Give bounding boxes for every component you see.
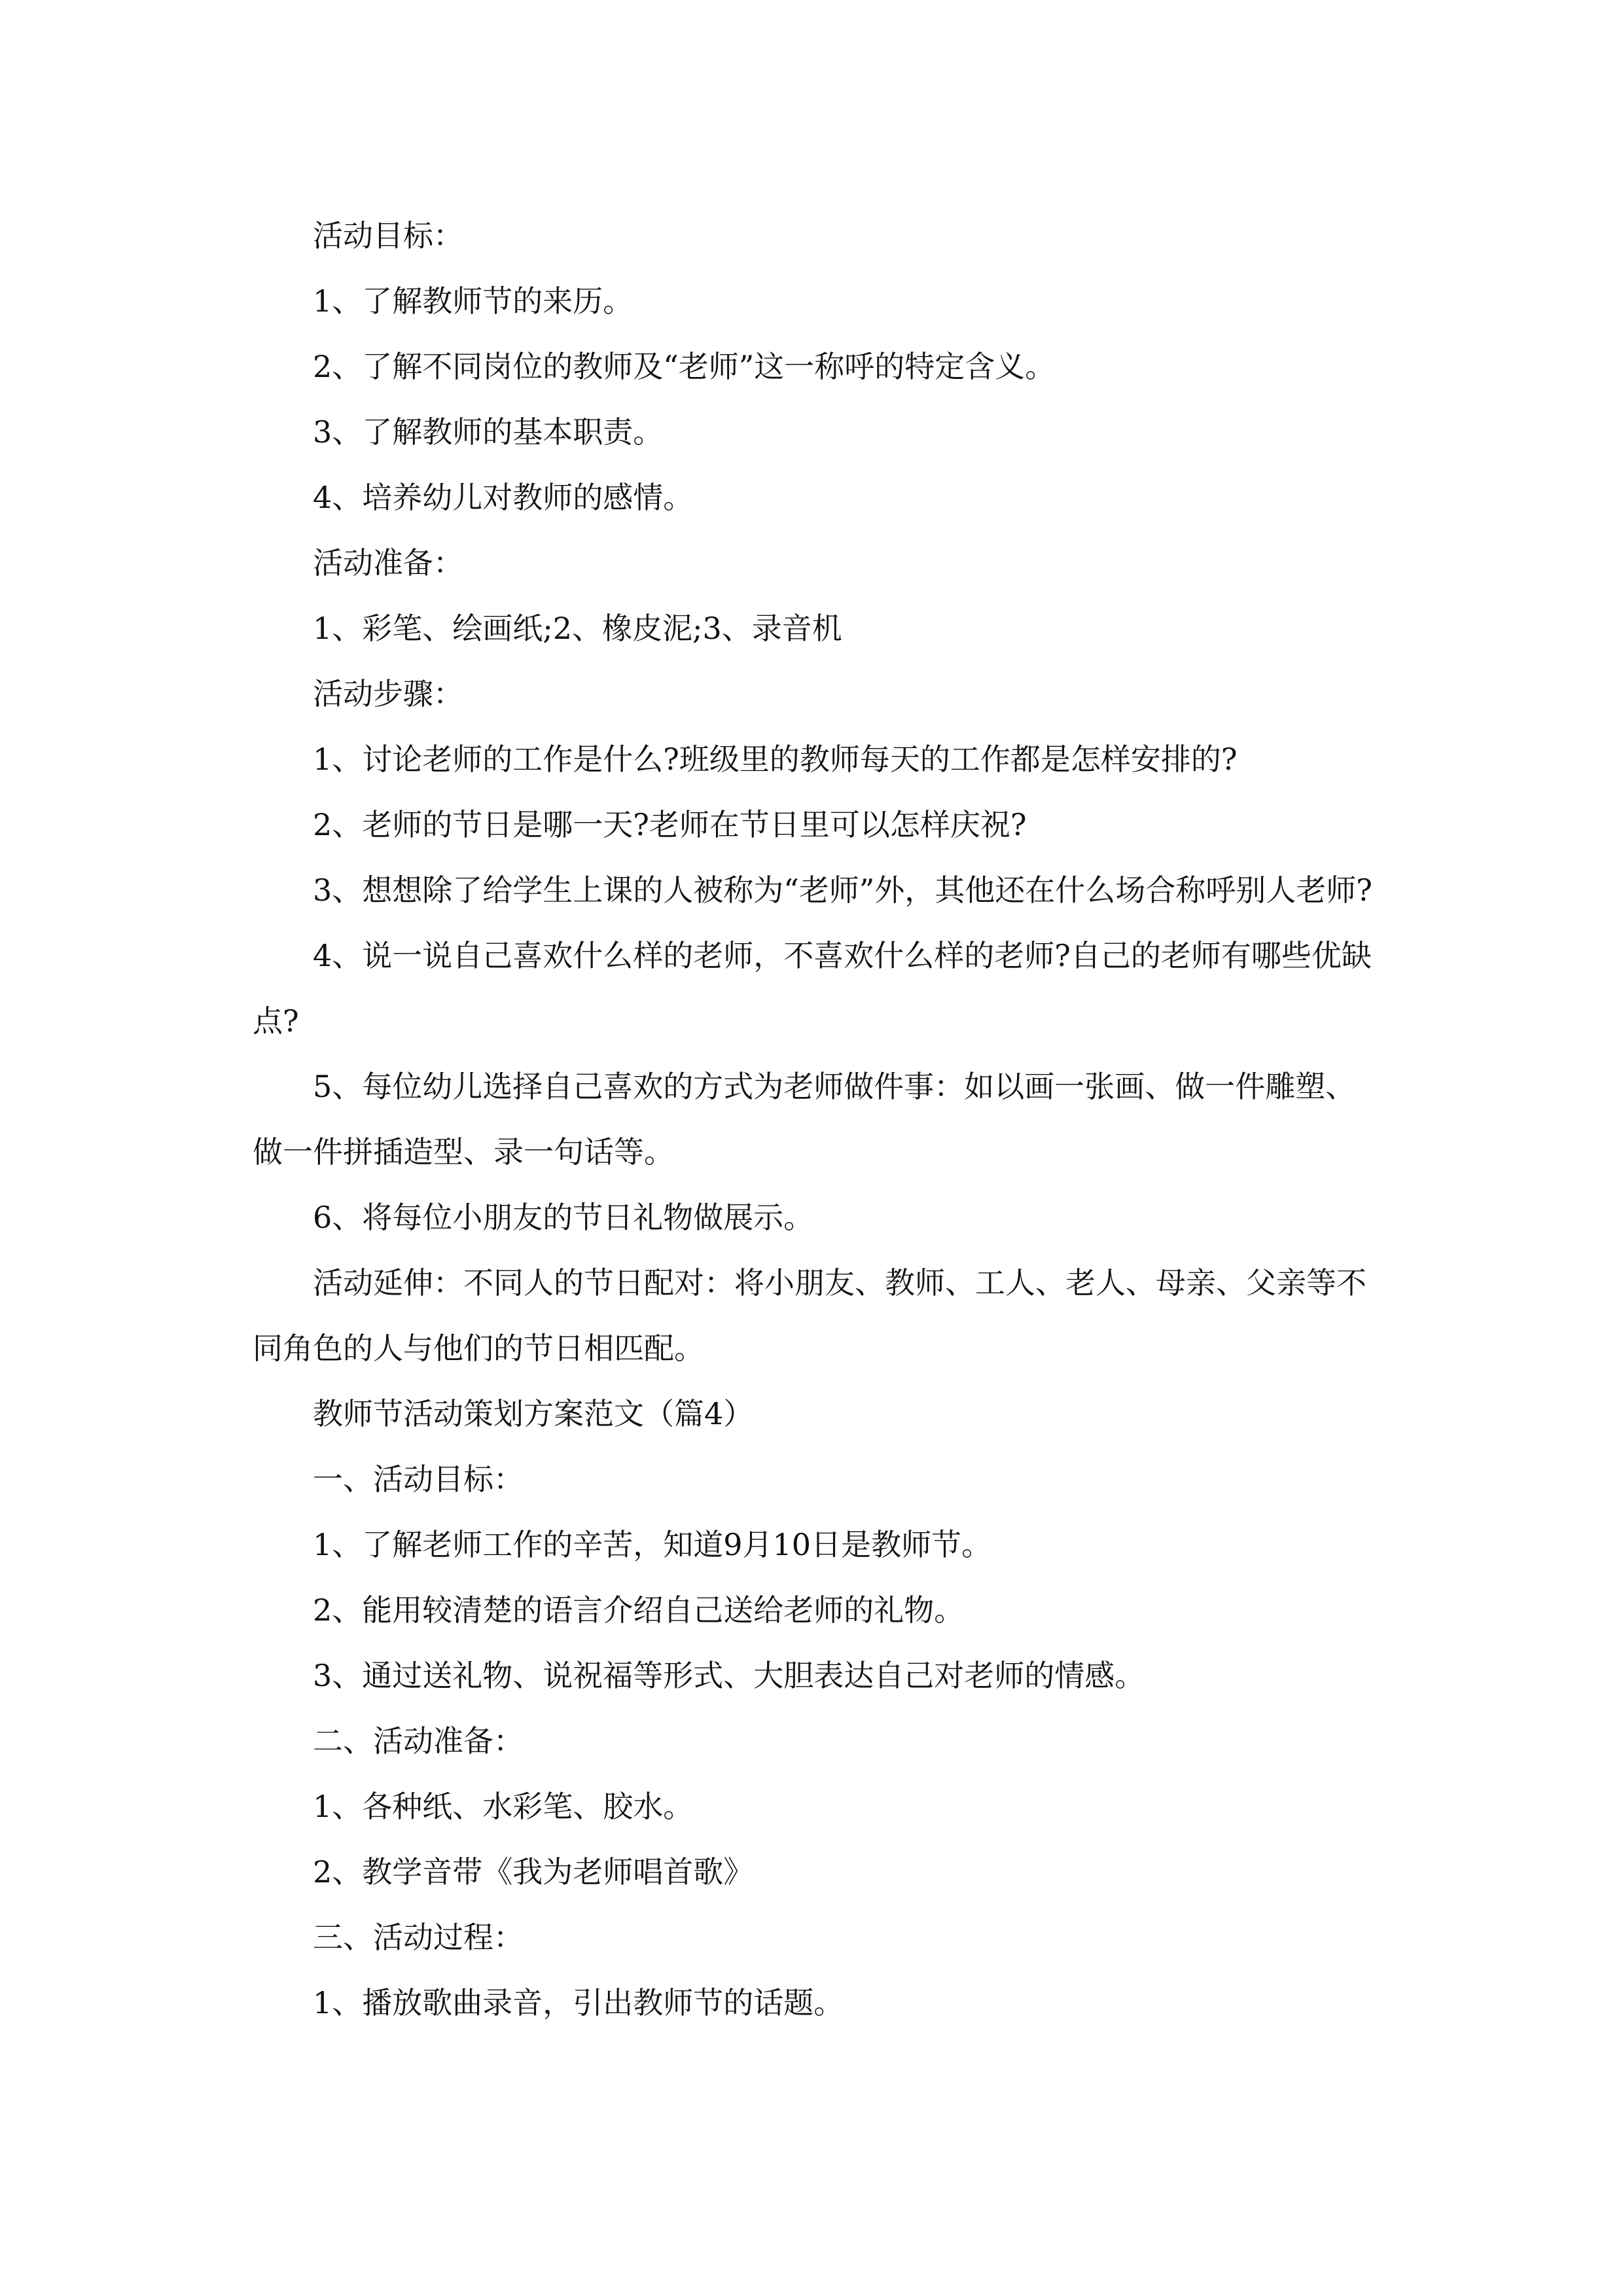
list-item: 2、能用较清楚的语言介绍自己送给老师的礼物。 [313, 1592, 965, 1628]
list-item: 1、了解教师节的来历。 [313, 283, 633, 319]
list-item: 1、播放歌曲录音，引出教师节的话题。 [313, 1985, 844, 2020]
list-item: 2、了解不同岗位的教师及“老师”这一称呼的特定含义。 [313, 349, 1056, 384]
list-item: 4、培养幼儿对教师的感情。 [313, 480, 694, 515]
list-item: 1、讨论老师的工作是什么?班级里的教师每天的工作都是怎样安排的? [313, 742, 1238, 777]
body-paragraph: 活动延伸：不同人的节日配对：将小朋友、教师、工人、老人、母亲、父亲等不同角色的人与他们的节日相匹配。 [253, 1265, 1366, 1366]
article-title: 教师节活动策划方案范文（篇4） [313, 1396, 754, 1431]
list-item: 2、老师的节日是哪一天?老师在节日里可以怎样庆祝? [313, 807, 1027, 842]
section-heading: 活动准备： [313, 545, 463, 581]
list-item: 6、将每位小朋友的节日礼物做展示。 [313, 1200, 814, 1235]
section-heading: 二、活动准备： [313, 1723, 524, 1759]
list-item: 1、各种纸、水彩笔、胶水。 [313, 1789, 694, 1824]
list-item: 5、每位幼儿选择自己喜欢的方式为老师做件事：如以画一张画、做一件雕塑、做一件拼插造型、录一句话等。 [253, 1069, 1356, 1170]
section-heading: 三、活动过程： [313, 1920, 524, 1955]
list-item: 4、说一说自己喜欢什么样的老师，不喜欢什么样的老师?自己的老师有哪些优缺点? [253, 938, 1372, 1039]
list-item: 2、教学音带《我为老师唱首歌》 [313, 1854, 754, 1890]
list-item: 1、了解老师工作的辛苦，知道9月10日是教师节。 [313, 1527, 992, 1562]
section-heading: 活动步骤： [313, 676, 463, 711]
list-item: 3、通过送礼物、说祝福等形式、大胆表达自己对老师的情感。 [313, 1658, 1145, 1693]
document-body [253, 203, 1378, 2036]
section-heading: 活动目标： [313, 218, 463, 253]
list-item: 3、了解教师的基本职责。 [313, 414, 664, 450]
list-item: 1、彩笔、绘画纸;2、橡皮泥;3、录音机 [313, 611, 842, 646]
list-item: 3、想想除了给学生上课的人被称为“老师”外，其他还在什么场合称呼别人老师? [313, 872, 1372, 908]
section-heading: 一、活动目标： [313, 1462, 524, 1497]
